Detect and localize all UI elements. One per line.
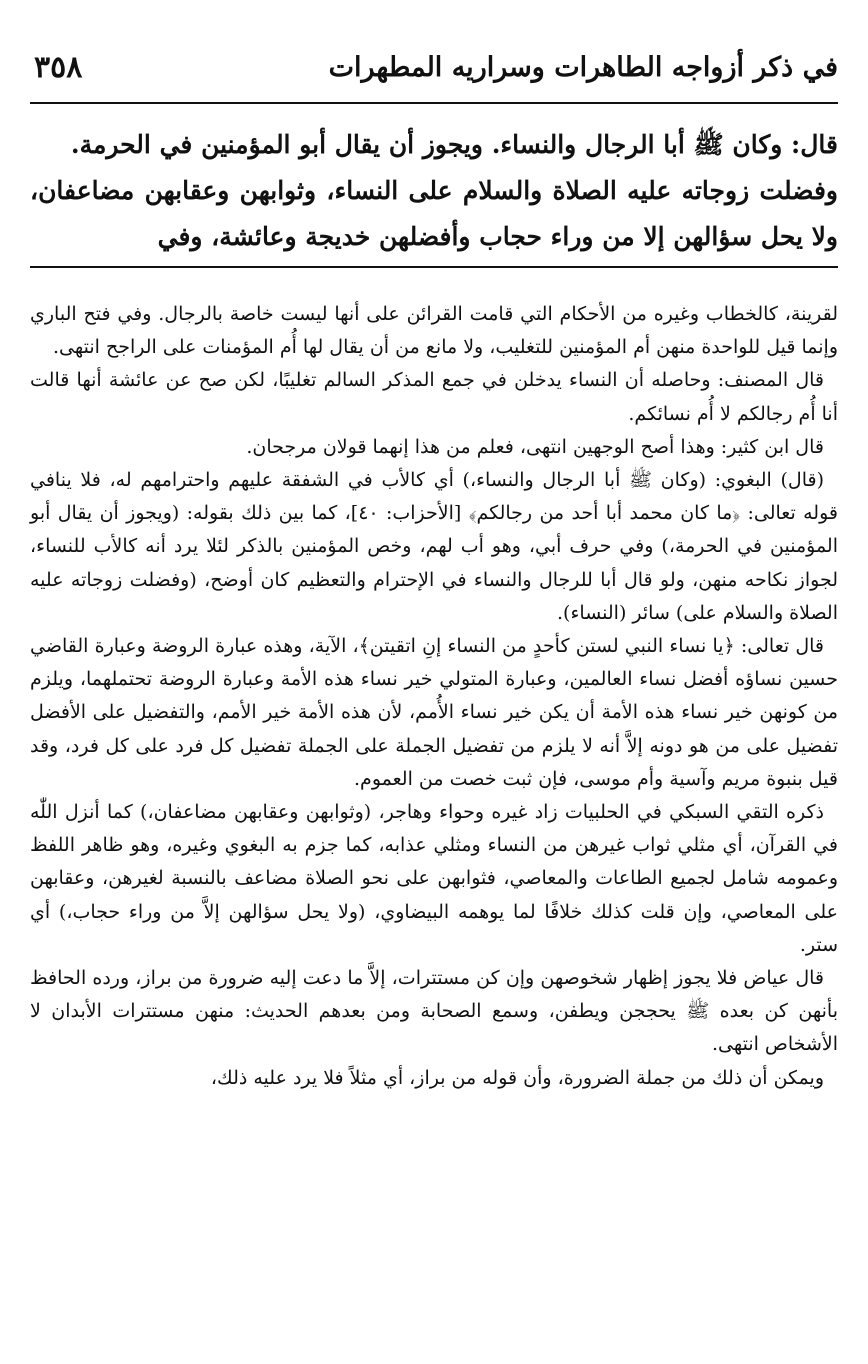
page-number: ٣٥٨	[34, 50, 83, 85]
page-header	[30, 48, 838, 92]
commentary-paragraph: قال عياض فلا يجوز إظهار شخوصهن وإن كن مستترات، إلاَّ ما دعت إليه ضرورة من براز، ورده الحافظ بأنهن كن بعده ﷺ يحججن ويطفن، وسمع الصحابة ومن بعدهم الحديث: منهن مستترات الأبدان لا الأشخاص انتهى.	[30, 967, 838, 1056]
matn-paragraph: وفضلت زوجاته عليه الصلاة والسلام على النساء، وثوابهن وعقابهن مضاعفان، ولا يحل سؤالهن إلا من وراء حجاب وأفضلهن خديجة وعائشة، وفي	[30, 176, 838, 251]
page-title: في ذكر أزواجه الطاهرات وسراريه المطهرات	[328, 52, 838, 83]
header-divider	[30, 102, 838, 104]
commentary-paragraph: (قال) البغوي: (وكان ﷺ أبا الرجال والنساء،) أي كالأب في الشفقة عليهم واحترامهم له، فلا ينافي قوله تعالى: ﴿ما كان محمد أبا أحد من رجالكم﴾ [الأحزاب: ٤٠]، كما بين ذلك بقوله: (ويجوز أن يقال أبو المؤمنين في الحرمة،) وفي حرف أبي، وهو أب لهم، وخص المؤمنين بالذكر لئلا يرد أنه كالأب للنساء، لجواز نكاحه منهن، ولو قال أبا للرجال والنساء في الإحترام والتعظيم كان أوضح، (وفضلت زوجاته عليه الصلاة والسلام على) سائر (النساء).	[30, 469, 838, 624]
commentary-paragraph: ويمكن أن ذلك من جملة الضرورة، وأن قوله من براز، أي مثلاً فلا يرد عليه ذلك،	[210, 1066, 824, 1089]
commentary-text-block	[30, 298, 838, 1095]
commentary-paragraph: قال تعالى: ﴿يا نساء النبي لستن كأحدٍ من النساء إنِ اتقيتن﴾، الآية، وهذه عبارة الروضة وعبارة القاضي حسين نساؤه أفضل نساء العالمين، وعبارة المتولي خير نساء هذه الأمة وعبارة الروضة تحتملهما، ويلزم من كونهن خير نساء هذه الأمة أن يكن خير نساء الأُمم، لأن هذه الأمة خير الأمم، والتفضيل على الأفضل تفضيل على من هو دونه إلاَّ أنه لا يلزم من تفضيل الجملة على الجملة تفضيل كل فرد على كل فرد، وقد قيل بنبوة مريم وآسية وأم موسى، فإن ثبت خصت من العموم.	[30, 635, 838, 790]
commentary-paragraph: قال المصنف: وحاصله أن النساء يدخلن في جمع المذكر السالم تغليبًا، لكن صح عن عائشة أنها قالت أنا أُم رجالكم لا أُم نسائكم.	[30, 369, 838, 425]
commentary-paragraph: ذكره التقي السبكي في الحلبيات زاد غيره وحواء وهاجر، (وثوابهن وعقابهن مضاعفان،) كما أنزل اللّٰه في القرآن، أي مثلي ثواب غيرهن من النساء ومثلي عذابه، كما جزم به البغوي وغيره، وهو ظاهر اللفظ وعمومه شامل لجميع الطاعات والمعاصي، فثوابهن على نحو الصلاة مضاعف بالنسبة لغيرهن، وعقابهن على المعاصي، وإن قلت كذلك خلافًا لما يوهمه البيضاوي، (ولا يحل سؤالهن إلاَّ من وراء حجاب،) أي ستر.	[30, 801, 838, 956]
matn-text-block	[30, 122, 838, 260]
commentary-paragraph: قال ابن كثير: وهذا أصح الوجهين انتهى، فعلم من هذا إنهما قولان مرجحان.	[246, 435, 824, 458]
commentary-paragraph: لقرينة، كالخطاب وغيره من الأحكام التي قامت القرائن على أنها ليست خاصة بالرجال. وفي فتح الباري وإنما قيل للواحدة منهن أم المؤمنين للتغليب، ولا مانع من أن يقال لها أُم المؤمنات على الراجح انتهى.	[30, 303, 838, 359]
matn-divider	[30, 266, 838, 268]
matn-paragraph: قال: وكان ﷺ أبا الرجال والنساء. ويجوز أن يقال أبو المؤمنين في الحرمة.	[70, 130, 838, 159]
